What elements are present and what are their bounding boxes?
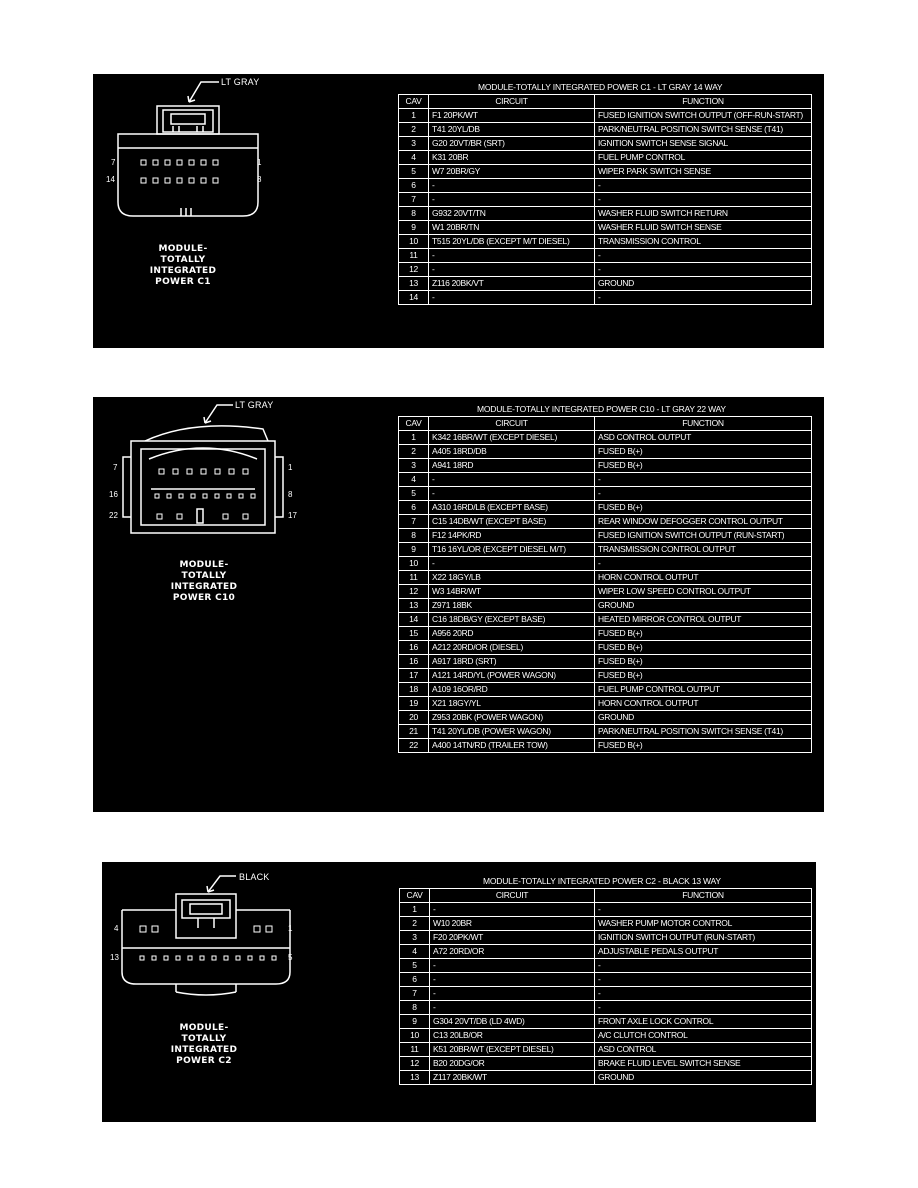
cell-function: FUSED B(+)	[595, 445, 812, 459]
module-label-line: POWER C2	[176, 1056, 232, 1066]
cell-cav: 4	[399, 473, 429, 487]
panel-c1	[93, 74, 824, 348]
cell-function: PARK/NEUTRAL POSITION SWITCH SENSE (T41)	[595, 725, 812, 739]
cell-cav: 5	[399, 165, 429, 179]
cell-function: BRAKE FLUID LEVEL SWITCH SENSE	[595, 1057, 812, 1071]
cell-circuit: W1 20BR/TN	[429, 221, 595, 235]
cell-circuit: C15 14DB/WT (EXCEPT BASE)	[429, 515, 595, 529]
cell-function: GROUND	[595, 277, 812, 291]
column-header-cav: CAV	[400, 889, 430, 903]
cell-circuit: T16 16YL/OR (EXCEPT DIESEL M/T)	[429, 543, 595, 557]
cell-cav: 6	[399, 179, 429, 193]
panel-c10	[93, 397, 824, 812]
table-row	[399, 711, 812, 725]
column-header-cav: CAV	[399, 95, 429, 109]
cell-cav: 7	[399, 193, 429, 207]
cell-circuit: C13 20LB/OR	[430, 1029, 595, 1043]
table-row	[399, 123, 812, 137]
cell-function: GROUND	[595, 1071, 812, 1085]
cell-circuit: C16 18DB/GY (EXCEPT BASE)	[429, 613, 595, 627]
cell-function: FUSED IGNITION SWITCH OUTPUT (RUN-START)	[595, 529, 812, 543]
cell-circuit: Z116 20BK/VT	[429, 277, 595, 291]
cell-function: WIPER PARK SWITCH SENSE	[595, 165, 812, 179]
cell-function: FUSED B(+)	[595, 655, 812, 669]
cell-function: REAR WINDOW DEFOGGER CONTROL OUTPUT	[595, 515, 812, 529]
table-row	[399, 683, 812, 697]
cell-circuit: X22 18GY/LB	[429, 571, 595, 585]
cell-cav: 4	[400, 945, 430, 959]
cell-function: FUEL PUMP CONTROL OUTPUT	[595, 683, 812, 697]
cell-cav: 10	[399, 235, 429, 249]
cell-function: -	[595, 987, 812, 1001]
cell-cav: 18	[399, 683, 429, 697]
cell-function: ADJUSTABLE PEDALS OUTPUT	[595, 945, 812, 959]
cell-circuit: A310 16RD/LB (EXCEPT BASE)	[429, 501, 595, 515]
table-title: MODULE-TOTALLY INTEGRATED POWER C10 - LT GRAY 22 WAY	[477, 404, 726, 414]
pin-label: 1	[288, 924, 293, 933]
cell-circuit: W7 20BR/GY	[429, 165, 595, 179]
cell-circuit: -	[429, 179, 595, 193]
cell-function: HORN CONTROL OUTPUT	[595, 571, 812, 585]
cell-cav: 16	[399, 655, 429, 669]
pinout-table-body	[399, 95, 812, 305]
table-row	[399, 501, 812, 515]
pin-label: 7	[113, 463, 118, 472]
cell-function: -	[595, 193, 812, 207]
table-title: MODULE-TOTALLY INTEGRATED POWER C1 - LT GRAY 14 WAY	[478, 82, 723, 92]
cell-circuit: Z117 20BK/WT	[430, 1071, 595, 1085]
cell-function: -	[595, 249, 812, 263]
cell-cav: 8	[400, 1001, 430, 1015]
table-row	[399, 179, 812, 193]
cell-function: WASHER FLUID SWITCH RETURN	[595, 207, 812, 221]
cell-cav: 22	[399, 739, 429, 753]
cell-circuit: A917 18RD (SRT)	[429, 655, 595, 669]
cell-circuit: A72 20RD/OR	[430, 945, 595, 959]
column-header-circuit: CIRCUIT	[429, 417, 595, 431]
connector-c1-diagram	[93, 74, 393, 348]
cell-circuit: G304 20VT/DB (LD 4WD)	[430, 1015, 595, 1029]
cell-cav: 12	[400, 1057, 430, 1071]
cell-cav: 4	[399, 151, 429, 165]
table-row	[399, 165, 812, 179]
pin-label: 4	[114, 924, 119, 933]
cell-function: -	[595, 263, 812, 277]
cell-cav: 21	[399, 725, 429, 739]
cell-function: -	[595, 291, 812, 305]
cell-circuit: G20 20VT/BR (SRT)	[429, 137, 595, 151]
table-row	[399, 445, 812, 459]
table-row	[400, 1071, 812, 1085]
cell-function: -	[595, 487, 812, 501]
table-row	[400, 917, 812, 931]
table-row	[400, 945, 812, 959]
cell-cav: 2	[399, 445, 429, 459]
table-row	[400, 1015, 812, 1029]
module-label-line: MODULE-	[158, 244, 208, 254]
table-row	[399, 249, 812, 263]
cell-function: A/C CLUTCH CONTROL	[595, 1029, 812, 1043]
cell-cav: 3	[399, 137, 429, 151]
cell-cav: 13	[399, 599, 429, 613]
table-row	[399, 599, 812, 613]
cell-circuit: -	[429, 291, 595, 305]
table-row	[399, 543, 812, 557]
cell-function: TRANSMISSION CONTROL OUTPUT	[595, 543, 812, 557]
cell-cav: 16	[399, 641, 429, 655]
cell-circuit: F12 14PK/RD	[429, 529, 595, 543]
cell-circuit: -	[430, 973, 595, 987]
table-row	[399, 515, 812, 529]
table-row	[399, 697, 812, 711]
module-label	[138, 244, 228, 288]
cell-circuit: A941 18RD	[429, 459, 595, 473]
cell-circuit: T41 20YL/DB (POWER WAGON)	[429, 725, 595, 739]
module-label-line: TOTALLY	[160, 255, 206, 265]
cell-cav: 19	[399, 697, 429, 711]
table-row	[399, 151, 812, 165]
cell-cav: 13	[400, 1071, 430, 1085]
cell-circuit: -	[429, 263, 595, 277]
cell-cav: 10	[400, 1029, 430, 1043]
cell-function: FUSED B(+)	[595, 459, 812, 473]
table-row	[399, 529, 812, 543]
table-header-row	[400, 889, 812, 903]
table-row	[400, 987, 812, 1001]
pin-label: 17	[288, 511, 297, 520]
table-row	[400, 1001, 812, 1015]
cell-function: WASHER PUMP MOTOR CONTROL	[595, 917, 812, 931]
module-label-line: INTEGRATED	[170, 582, 238, 592]
cell-cav: 10	[399, 557, 429, 571]
module-label-line: TOTALLY	[181, 571, 227, 581]
cell-function: IGNITION SWITCH OUTPUT (RUN-START)	[595, 931, 812, 945]
pin-label: 1	[257, 158, 262, 167]
cell-circuit: T515 20YL/DB (EXCEPT M/T DIESEL)	[429, 235, 595, 249]
cell-circuit: K51 20BR/WT (EXCEPT DIESEL)	[430, 1043, 595, 1057]
pinout-table-c1	[398, 94, 812, 305]
table-row	[399, 277, 812, 291]
pin-label: 22	[109, 511, 118, 520]
table-row	[399, 725, 812, 739]
table-header-row	[399, 95, 812, 109]
table-header-row	[399, 417, 812, 431]
cell-cav: 12	[399, 585, 429, 599]
cell-circuit: A212 20RD/OR (DIESEL)	[429, 641, 595, 655]
cell-cav: 17	[399, 669, 429, 683]
cell-function: ASD CONTROL OUTPUT	[595, 431, 812, 445]
cell-cav: 11	[400, 1043, 430, 1057]
cell-cav: 3	[400, 931, 430, 945]
pinout-table-c10	[398, 416, 812, 753]
connector-color-callout: BLACK	[239, 872, 270, 882]
table-row	[400, 903, 812, 917]
table-row	[399, 235, 812, 249]
cell-cav: 2	[400, 917, 430, 931]
module-label-line: POWER C10	[172, 593, 236, 603]
cell-function: FUSED IGNITION SWITCH OUTPUT (OFF-RUN-START)	[595, 109, 812, 123]
cell-circuit: B20 20DG/OR	[430, 1057, 595, 1071]
cell-function: -	[595, 473, 812, 487]
cell-function: HEATED MIRROR CONTROL OUTPUT	[595, 613, 812, 627]
cell-cav: 5	[399, 487, 429, 501]
cell-circuit: -	[430, 987, 595, 1001]
table-row	[399, 263, 812, 277]
table-row	[399, 291, 812, 305]
pin-label: 14	[106, 175, 115, 184]
module-label-line: INTEGRATED	[149, 266, 217, 276]
cell-function: -	[595, 557, 812, 571]
cell-function: HORN CONTROL OUTPUT	[595, 697, 812, 711]
pin-label: 8	[257, 175, 262, 184]
cell-function: IGNITION SWITCH SENSE SIGNAL	[595, 137, 812, 151]
cell-function: -	[595, 959, 812, 973]
pinout-table-body	[399, 417, 812, 753]
cell-function: WIPER LOW SPEED CONTROL OUTPUT	[595, 585, 812, 599]
table-row	[399, 571, 812, 585]
pinout-table-c2	[399, 888, 812, 1085]
cell-circuit: X21 18GY/YL	[429, 697, 595, 711]
table-row	[399, 557, 812, 571]
table-row	[399, 669, 812, 683]
cell-circuit: A405 18RD/DB	[429, 445, 595, 459]
cell-circuit: G932 20VT/TN	[429, 207, 595, 221]
cell-cav: 1	[400, 903, 430, 917]
cell-function: PARK/NEUTRAL POSITION SWITCH SENSE (T41)	[595, 123, 812, 137]
module-label-line: POWER C1	[155, 277, 211, 287]
table-row	[400, 931, 812, 945]
table-row	[400, 1043, 812, 1057]
cell-function: -	[595, 973, 812, 987]
cell-cav: 12	[399, 263, 429, 277]
cell-cav: 1	[399, 431, 429, 445]
cell-circuit: W3 14BR/WT	[429, 585, 595, 599]
column-header-function: FUNCTION	[595, 95, 812, 109]
cell-circuit: A956 20RD	[429, 627, 595, 641]
cell-cav: 11	[399, 249, 429, 263]
cell-cav: 5	[400, 959, 430, 973]
cell-circuit: F1 20PK/WT	[429, 109, 595, 123]
cell-cav: 2	[399, 123, 429, 137]
cell-function: FUEL PUMP CONTROL	[595, 151, 812, 165]
cell-circuit: A400 14TN/RD (TRAILER TOW)	[429, 739, 595, 753]
table-row	[400, 1057, 812, 1071]
cell-function: FUSED B(+)	[595, 501, 812, 515]
cell-cav: 1	[399, 109, 429, 123]
table-row	[399, 207, 812, 221]
column-header-circuit: CIRCUIT	[430, 889, 595, 903]
table-row	[399, 627, 812, 641]
cell-circuit: K31 20BR	[429, 151, 595, 165]
table-row	[399, 193, 812, 207]
table-row	[399, 109, 812, 123]
pin-label: 16	[109, 490, 118, 499]
pin-label: 1	[288, 463, 293, 472]
column-header-function: FUNCTION	[595, 889, 812, 903]
connector-color-callout: LT GRAY	[235, 400, 274, 410]
table-row	[399, 655, 812, 669]
cell-cav: 6	[399, 501, 429, 515]
cell-circuit: -	[429, 557, 595, 571]
cell-circuit: -	[430, 959, 595, 973]
cell-circuit: -	[430, 1001, 595, 1015]
table-title: MODULE-TOTALLY INTEGRATED POWER C2 - BLACK 13 WAY	[483, 876, 721, 886]
table-row	[399, 641, 812, 655]
cell-cav: 20	[399, 711, 429, 725]
cell-circuit: A121 14RD/YL (POWER WAGON)	[429, 669, 595, 683]
column-header-circuit: CIRCUIT	[429, 95, 595, 109]
column-header-cav: CAV	[399, 417, 429, 431]
module-label	[159, 560, 249, 604]
cell-circuit: F20 20PK/WT	[430, 931, 595, 945]
cell-function: -	[595, 179, 812, 193]
cell-function: TRANSMISSION CONTROL	[595, 235, 812, 249]
cell-function: ASD CONTROL	[595, 1043, 812, 1057]
module-label-line: MODULE-	[179, 560, 229, 570]
cell-function: -	[595, 903, 812, 917]
cell-cav: 8	[399, 207, 429, 221]
table-row	[399, 137, 812, 151]
connector-color-callout: LT GRAY	[221, 77, 260, 87]
cell-cav: 11	[399, 571, 429, 585]
cell-circuit: -	[430, 903, 595, 917]
pin-label: 13	[110, 953, 119, 962]
module-label-line: MODULE-	[179, 1023, 229, 1033]
cell-cav: 3	[399, 459, 429, 473]
cell-cav: 8	[399, 529, 429, 543]
cell-circuit: -	[429, 487, 595, 501]
table-row	[400, 1029, 812, 1043]
table-row	[400, 973, 812, 987]
cell-circuit: A109 16OR/RD	[429, 683, 595, 697]
cell-function: FUSED B(+)	[595, 627, 812, 641]
table-row	[399, 473, 812, 487]
cell-circuit: W10 20BR	[430, 917, 595, 931]
cell-function: GROUND	[595, 711, 812, 725]
cell-function: FUSED B(+)	[595, 641, 812, 655]
module-label	[159, 1023, 249, 1067]
cell-cav: 14	[399, 613, 429, 627]
table-row	[399, 221, 812, 235]
table-row	[399, 459, 812, 473]
cell-circuit: -	[429, 249, 595, 263]
cell-cav: 7	[400, 987, 430, 1001]
module-label-line: INTEGRATED	[170, 1045, 238, 1055]
cell-cav: 9	[399, 221, 429, 235]
module-label-line: TOTALLY	[181, 1034, 227, 1044]
cell-circuit: -	[429, 473, 595, 487]
table-row	[400, 959, 812, 973]
cell-cav: 15	[399, 627, 429, 641]
cell-function: -	[595, 1001, 812, 1015]
cell-function: FRONT AXLE LOCK CONTROL	[595, 1015, 812, 1029]
cell-circuit: T41 20YL/DB	[429, 123, 595, 137]
pin-label: 7	[111, 158, 116, 167]
cell-function: GROUND	[595, 599, 812, 613]
cell-cav: 9	[399, 543, 429, 557]
cell-cav: 13	[399, 277, 429, 291]
pin-label: 5	[288, 953, 293, 962]
table-row	[399, 585, 812, 599]
pin-label: 8	[288, 490, 293, 499]
column-header-function: FUNCTION	[595, 417, 812, 431]
table-row	[399, 431, 812, 445]
cell-cav: 9	[400, 1015, 430, 1029]
cell-function: WASHER FLUID SWITCH SENSE	[595, 221, 812, 235]
pinout-table-body	[400, 889, 812, 1085]
cell-circuit: K342 16BR/WT (EXCEPT DIESEL)	[429, 431, 595, 445]
table-row	[399, 487, 812, 501]
connector-c2-diagram	[102, 862, 402, 1022]
cell-cav: 7	[399, 515, 429, 529]
cell-circuit: -	[429, 193, 595, 207]
cell-cav: 14	[399, 291, 429, 305]
cell-function: FUSED B(+)	[595, 669, 812, 683]
cell-cav: 6	[400, 973, 430, 987]
table-row	[399, 739, 812, 753]
cell-function: FUSED B(+)	[595, 739, 812, 753]
table-row	[399, 613, 812, 627]
cell-circuit: Z953 20BK (POWER WAGON)	[429, 711, 595, 725]
panel-c2	[102, 862, 816, 1122]
cell-circuit: Z971 18BK	[429, 599, 595, 613]
